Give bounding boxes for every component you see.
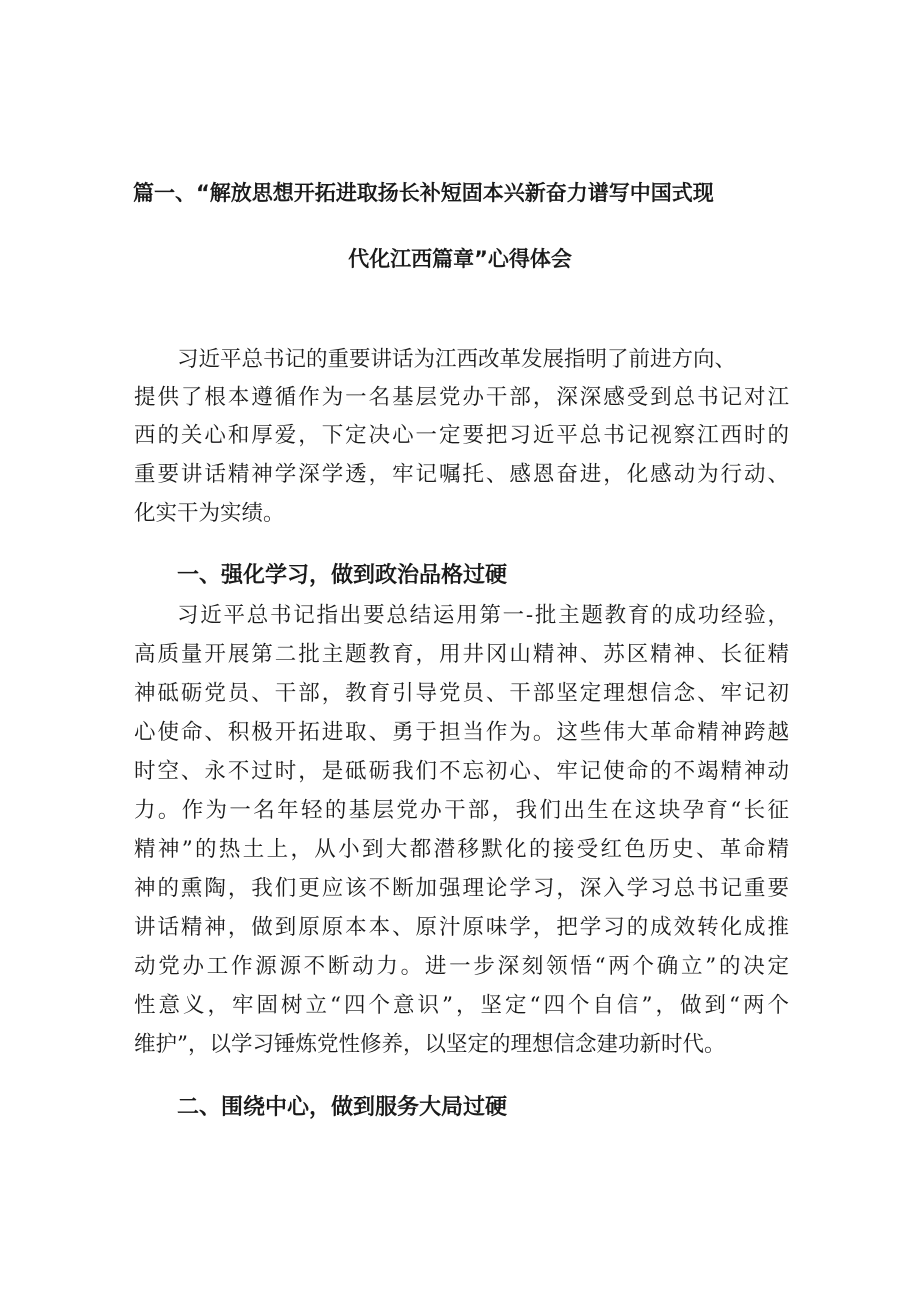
section1-line: 维护”，以学习锤炼党性修养，以坚定的理想信念建功新时代。: [134, 1032, 726, 1057]
section1-line: 性意义，牢固树立“四个意识”，坚定“四个自信”，做到“两个: [134, 993, 789, 1018]
document-title-line-2: 代化江西篇章”心得体会: [348, 247, 572, 271]
section1-line: 高质量开展第二批主题教育，用井冈山精神、苏区精神、长征精: [134, 642, 789, 667]
section1-line: 精神”的热土上，从小到大都潜移默化的接受红色历史、革命精: [134, 837, 789, 862]
section1-line: 讲话精神，做到原原本本、原汁原味学，把学习的成效转化成推: [134, 915, 789, 940]
section1-line: 习近平总书记指出要总结运用第一-批主题教育的成功经验，: [177, 603, 789, 628]
intro-line: 西的关心和厚爱，下定决心一定要把习近平总书记视察江西时的: [134, 423, 789, 448]
section1-line: 神的熏陶，我们更应该不断加强理论学习，深入学习总书记重要: [134, 876, 789, 901]
section-heading-2: 二、围绕中心，做到服务大局过硬: [177, 1095, 508, 1120]
section1-line: 动党办工作源源不断动力。进一步深刻领悟“两个确立”的决定: [134, 954, 789, 979]
section1-line: 力。作为一名年轻的基层党办干部，我们出生在这块孕育“长征: [134, 798, 789, 823]
intro-line: 习近平总书记的重要讲话为江西改革发展指明了前进方向、: [177, 347, 737, 372]
intro-line: 重要讲话精神学深学透，牢记嘱托、感恩奋进，化感动为行动、: [134, 462, 789, 487]
section-heading-1: 一、强化学习，做到政治品格过硬: [177, 563, 508, 588]
intro-line: 化实干为实绩。: [134, 501, 285, 526]
document-title-line-1: 篇一、“解放思想开拓进取扬长补短固本兴新奋力谱写中国式现: [133, 181, 714, 205]
section1-line: 神砥砺党员、干部，教育引导党员、干部坚定理想信念、牢记初: [134, 681, 789, 706]
intro-line: 提供了根本遵循作为一名基层党办干部，深深感受到总书记对江: [134, 385, 789, 410]
section1-line: 心使命、积极开拓进取、勇于担当作为。这些伟大革命精神跨越: [134, 720, 789, 745]
section1-line: 时空、永不过时，是砥砺我们不忘初心、牢记使命的不竭精神动: [134, 759, 789, 784]
